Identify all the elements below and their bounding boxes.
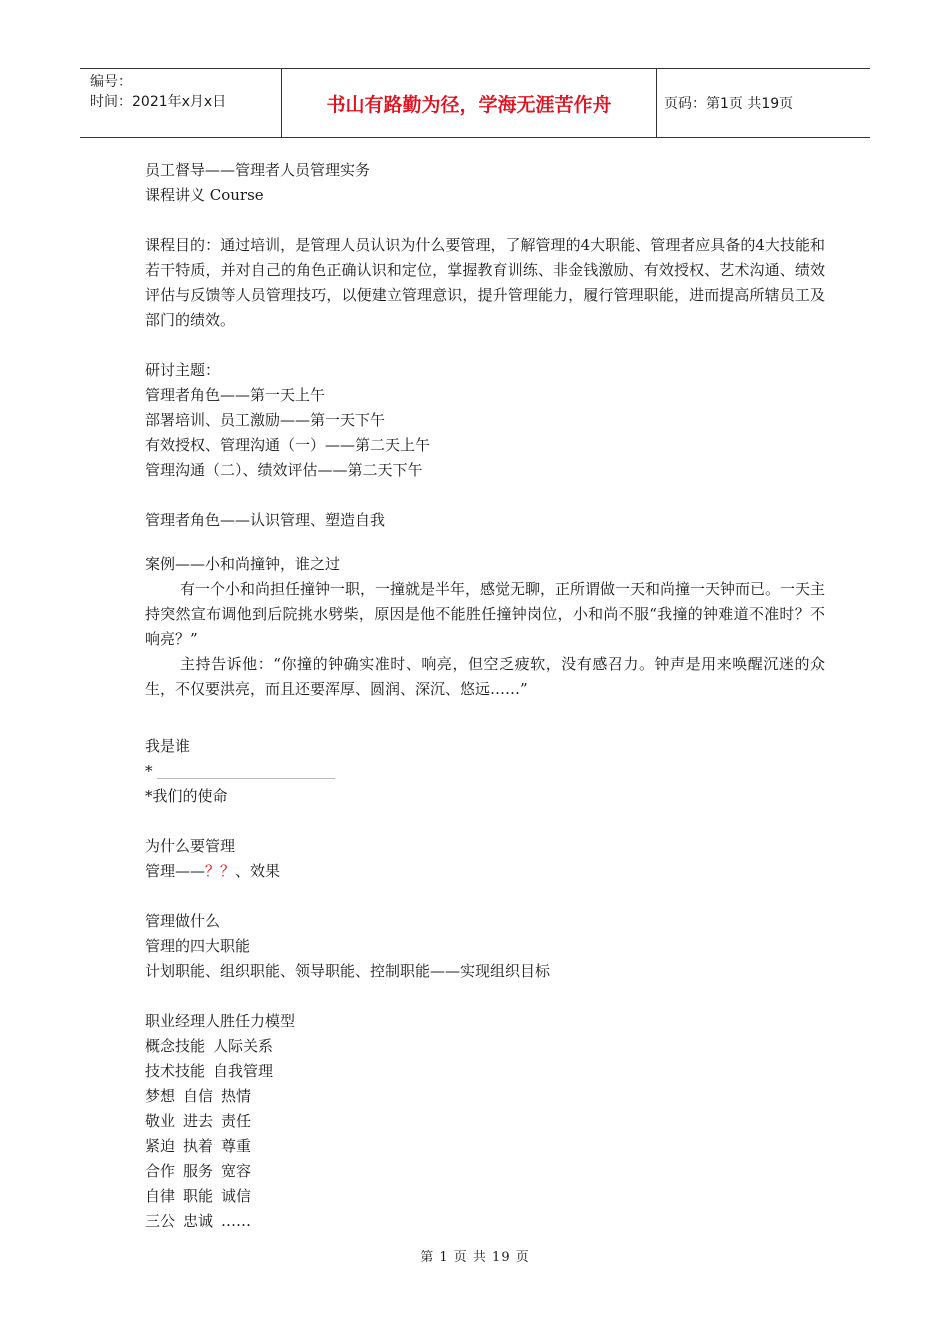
model-term: 执着	[183, 1137, 214, 1155]
topic-item: 管理沟通（二）、绩效评估——第二天下午	[145, 461, 423, 479]
model-row	[145, 1059, 825, 1084]
model-term: 诚信	[221, 1187, 252, 1205]
blank-underline	[157, 766, 335, 779]
page-label: 页码：第1页 共19页	[664, 96, 794, 112]
model-row	[145, 1134, 825, 1159]
model-term: 敬业	[145, 1112, 176, 1130]
model-term: 忠诚	[183, 1212, 214, 1230]
model-row	[145, 1159, 825, 1184]
bullet-marker: *	[145, 762, 153, 780]
section-heading: 管理者角色——认识管理、塑造自我	[145, 511, 386, 529]
time-label: 时间：2021年x月x日	[90, 94, 227, 110]
motto: 书山有路勤为径，学海无涯苦作舟	[281, 69, 657, 137]
model-heading: 职业经理人胜任力模型	[145, 1012, 296, 1030]
functions-line: 计划职能、组织职能、领导职能、控制职能——实现组织目标	[145, 962, 551, 980]
document-body	[145, 158, 825, 1234]
model-row	[145, 1109, 825, 1134]
doc-subtitle: 课程讲义 Course	[145, 186, 264, 204]
model-row	[145, 1034, 825, 1059]
case-paragraph: 有一个小和尚担任撞钟一职，一撞就是半年，感觉无聊，正所谓做一天和尚撞一天钟而已。一天主持突然宣布调他到后院挑水劈柴，原因是他不能胜任撞钟岗位，小和尚不服“我撞的钟难道不准时？不响亮？”	[145, 580, 826, 648]
model-term: 合作	[145, 1162, 176, 1180]
model-term: 服务	[183, 1162, 214, 1180]
model-row	[145, 1184, 825, 1209]
topic-item: 有效授权、管理沟通（一）——第二天上午	[145, 436, 431, 454]
model-term: 自律	[145, 1187, 176, 1205]
why-heading: 为什么要管理	[145, 837, 236, 855]
four-functions: 管理的四大职能	[145, 937, 251, 955]
case-heading: 案例——小和尚撞钟，谁之过	[145, 555, 341, 573]
page-footer: 第 1 页 共 19 页	[420, 1250, 530, 1265]
page-header	[80, 68, 870, 138]
bullet-blank-item	[145, 759, 825, 784]
model-term: ……	[221, 1212, 252, 1230]
model-term: 紧迫	[145, 1137, 176, 1155]
header-left-cell	[80, 69, 280, 137]
model-term: 自我管理	[213, 1062, 274, 1080]
what-heading: 管理做什么	[145, 912, 221, 930]
model-term: 梦想	[145, 1087, 176, 1105]
topic-item: 管理者角色——第一天上午	[145, 386, 326, 404]
number-label: 编号：	[90, 74, 132, 90]
model-term: 三公	[145, 1212, 176, 1230]
model-term: 自信	[183, 1087, 214, 1105]
why-line	[145, 859, 825, 884]
model-row	[145, 1084, 825, 1109]
model-term: 宽容	[221, 1162, 252, 1180]
model-term: 责任	[221, 1112, 252, 1130]
why-question-marks: ？？	[205, 862, 236, 880]
why-prefix: 管理——	[145, 862, 206, 880]
topic-item: 部署培训、员工激励——第一天下午	[145, 411, 386, 429]
model-term: 热情	[221, 1087, 252, 1105]
model-term: 职能	[183, 1187, 214, 1205]
model-term: 尊重	[221, 1137, 252, 1155]
bullet-item: *我们的使命	[145, 787, 228, 805]
model-term: 技术技能	[145, 1062, 206, 1080]
why-suffix: 、效果	[235, 862, 281, 880]
who-heading: 我是谁	[145, 737, 191, 755]
topics-heading: 研讨主题：	[145, 361, 221, 379]
model-row	[145, 1209, 825, 1234]
model-term: 进去	[183, 1112, 214, 1130]
model-term: 概念技能	[145, 1037, 206, 1055]
case-paragraph: 主持告诉他：“你撞的钟确实准时、响亮，但空乏疲软，没有感召力。钟声是用来唤醒沉迷的众生，不仅要洪亮，而且还要浑厚、圆润、深沉、悠远……”	[145, 655, 825, 698]
doc-title: 员工督导——管理者人员管理实务	[145, 161, 371, 179]
course-purpose: 课程目的：通过培训，是管理人员认识为什么要管理，了解管理的4大职能、管理者应具备的4大技能和若干特质，并对自己的角色正确认识和定位，掌握教育训练、非金钱激励、有效授权、艺术沟通、绩效评估与反馈等人员管理技巧，以便建立管理意识，提升管理能力，履行管理职能，进而提高所辖员工及部门的绩效。	[145, 236, 825, 329]
model-term: 人际关系	[213, 1037, 274, 1055]
